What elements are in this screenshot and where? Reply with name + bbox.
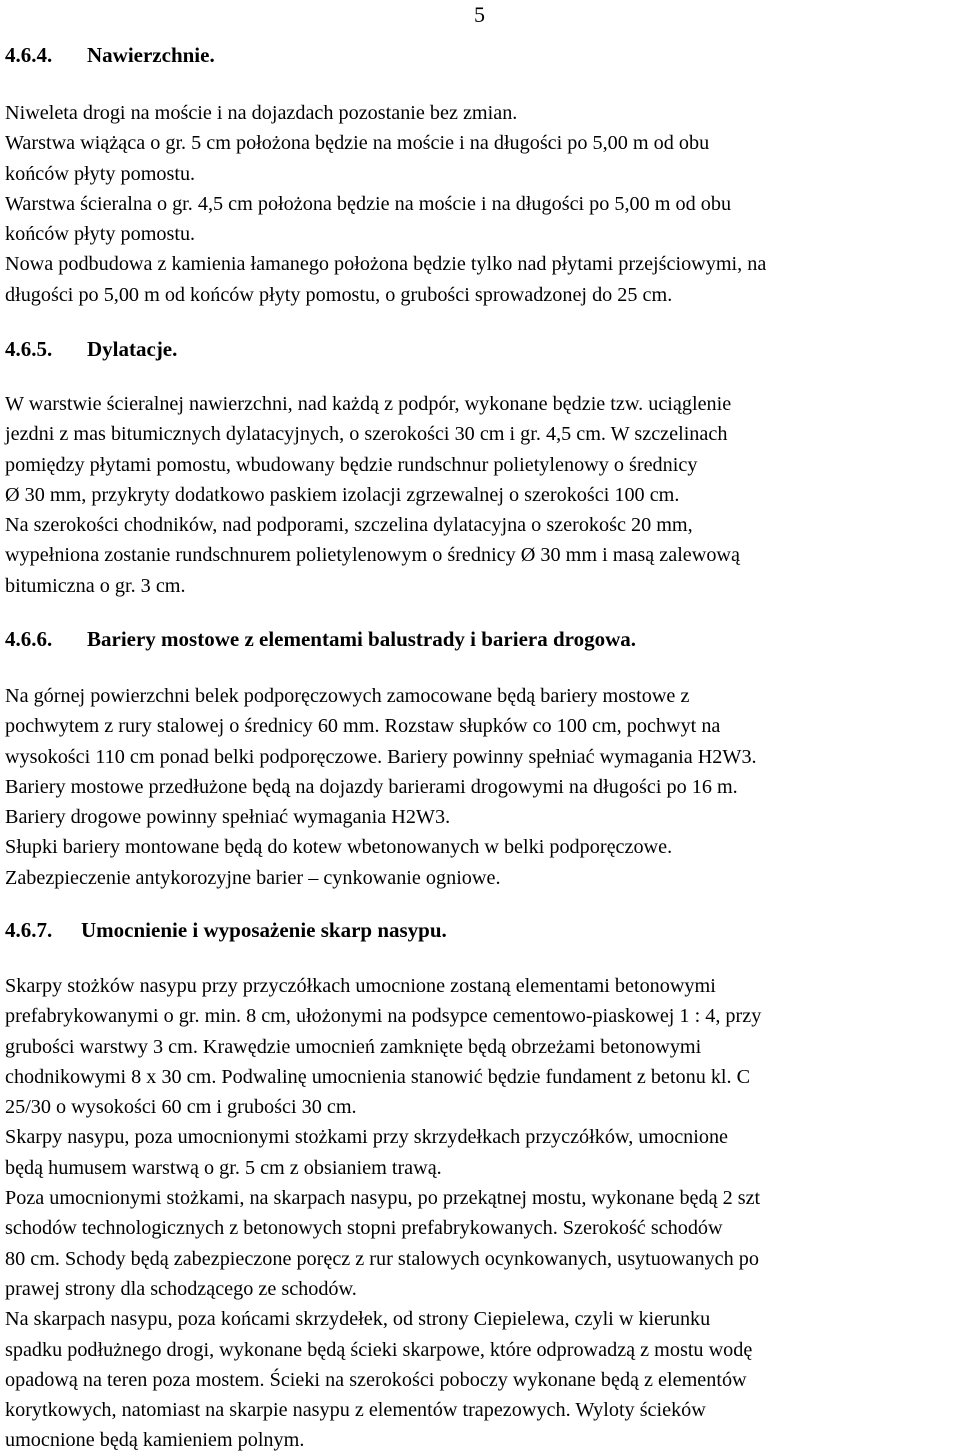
- text-line: Warstwa ścieralna o gr. 4,5 cm położona będzie na moście i na długości po 5,00 m od obu: [5, 192, 732, 215]
- section-number: 4.6.4.: [5, 43, 53, 67]
- text-line: końców płyty pomostu.: [5, 162, 196, 185]
- text-line: Skarpy stożków nasypu przy przyczółkach umocnione zostaną elementami betonowymi: [5, 975, 716, 997]
- text-line: opadową na teren poza mostem. Ścieki na szerokości poboczy wykonane będą z elementów: [5, 1368, 747, 1391]
- text-line: prawej strony dla schodzącego ze schodów.: [5, 1277, 357, 1300]
- section-number: 4.6.7.: [5, 918, 53, 942]
- section-title: Dylatacje.: [87, 337, 178, 361]
- text-line: jezdni z mas bitumicznych dylatacyjnych, o szerokości 30 cm i gr. 4,5 cm. W szczelinach: [5, 423, 728, 446]
- text-line: wysokości 110 cm ponad belki podporęczowe. Bariery powinny spełniać wymagania H2W3.: [5, 745, 757, 768]
- section-4-6-5: [5, 334, 955, 364]
- text-line: Bariery mostowe przedłużone będą na dojazdy barierami drogowymi na długości po 16 m.: [5, 775, 738, 798]
- text-line: wypełniona zostanie rundschnurem polietylenowym o średnicy Ø 30 mm i masą zalewową: [5, 544, 740, 567]
- text-line: 80 cm. Schody będą zabezpieczone poręcz z rur stalowych ocynkowanych, usytuowanych po: [5, 1247, 759, 1270]
- text-line: pochwytem z rury stalowej o średnicy 60 mm. Rozstaw słupków co 100 cm, pochwyt na: [5, 715, 721, 738]
- text-line: Nowa podbudowa z kamienia łamanego położona będzie tylko nad płytami przejściowymi, na: [5, 253, 767, 276]
- section-heading: [5, 624, 955, 654]
- text-line: Niweleta drogi na moście i na dojazdach pozostanie bez zmian.: [5, 102, 518, 124]
- text-line: 25/30 o wysokości 60 cm i grubości 30 cm.: [5, 1096, 357, 1119]
- text-line: chodnikowymi 8 x 30 cm. Podwalinę umocnienia stanowić będzie fundament z betonu kl. C: [5, 1065, 751, 1088]
- paragraph: [5, 971, 955, 1456]
- text-line: Zabezpieczenie antykorozyjne barier – cynkowanie ogniowe.: [5, 866, 501, 889]
- section-number: 4.6.6.: [5, 627, 53, 651]
- section-4-6-4: [5, 40, 955, 70]
- text-line: Na skarpach nasypu, poza końcami skrzydełek, od strony Ciepielewa, czyli w kierunku: [5, 1308, 711, 1331]
- text-line: umocnione będą kamieniem polnym.: [5, 1429, 305, 1452]
- text-line: Na szerokości chodników, nad podporami, szczelina dylatacyjna o szerokośc 20 mm,: [5, 514, 693, 537]
- section-title: Nawierzchnie.: [87, 43, 215, 67]
- text-line: prefabrykowanymi o gr. min. 8 cm, ułożonymi na podsypce cementowo-piaskowej 1 : 4, przy: [5, 1005, 762, 1028]
- text-line: schodów technologicznych z betonowych stopni prefabrykowanych. Szerokość schodów: [5, 1217, 723, 1240]
- section-4-6-7: [5, 915, 955, 945]
- section-4-6-6-body: [5, 681, 955, 893]
- text-line: końców płyty pomostu.: [5, 223, 196, 246]
- section-4-6-4-body: [5, 98, 955, 310]
- text-line: Poza umocnionymi stożkami, na skarpach nasypu, po przekątnej mostu, wykonane będą 2 szt: [5, 1187, 761, 1210]
- text-line: Ø 30 mm, przykryty dodatkowo paskiem izolacji zgrzewalnej o szerokości 100 cm.: [5, 483, 680, 506]
- section-title: Bariery mostowe z elementami balustrady i bariera drogowa.: [87, 627, 637, 651]
- paragraph: [5, 681, 955, 893]
- text-line: będą humusem warstwą o gr. 5 cm z obsianiem trawą.: [5, 1156, 442, 1179]
- text-line: W warstwie ścieralnej nawierzchni, nad każdą z podpór, wykonane będzie tzw. uciąglenie: [5, 393, 732, 415]
- text-line: spadku podłużnego drogi, wykonane będą ścieki skarpowe, które odprowadzą z mostu wodę: [5, 1338, 753, 1361]
- text-line: Bariery drogowe powinny spełniać wymagania H2W3.: [5, 806, 451, 829]
- text-line: Na górnej powierzchni belek podporęczowych zamocowane będą bariery mostowe z: [5, 685, 690, 707]
- section-number: 4.6.5.: [5, 337, 53, 361]
- paragraph: [5, 98, 955, 310]
- text-line: korytkowych, natomiast na skarpie nasypu z elementów trapezowych. Wyloty ścieków: [5, 1399, 706, 1422]
- section-heading: [5, 40, 955, 70]
- text-line: długości po 5,00 m od końców płyty pomostu, o grubości sprowadzonej do 25 cm.: [5, 283, 673, 306]
- section-heading: [5, 334, 955, 364]
- section-heading: [5, 915, 955, 945]
- text-line: Słupki bariery montowane będą do kotew wbetonowanych w belki podporęczowe.: [5, 836, 673, 859]
- paragraph: [5, 389, 955, 601]
- text-line: bitumiczna o gr. 3 cm.: [5, 574, 186, 597]
- text-line: Warstwa wiążąca o gr. 5 cm położona będzie na moście i na długości po 5,00 m od obu: [5, 132, 710, 155]
- page-number: 5: [474, 2, 485, 27]
- text-line: grubości warstwy 3 cm. Krawędzie umocnień zamknięte będą obrzeżami betonowymi: [5, 1035, 702, 1058]
- text-line: Skarpy nasypu, poza umocnionymi stożkami przy skrzydełkach przyczółków, umocnione: [5, 1126, 729, 1149]
- text-line: pomiędzy płytami pomostu, wbudowany będzie rundschnur polietylenowy o średnicy: [5, 453, 698, 476]
- section-title: Umocnienie i wyposażenie skarp nasypu.: [81, 918, 447, 942]
- section-4-6-6: [5, 624, 955, 654]
- section-4-6-7-body: [5, 971, 955, 1456]
- section-4-6-5-body: [5, 389, 955, 601]
